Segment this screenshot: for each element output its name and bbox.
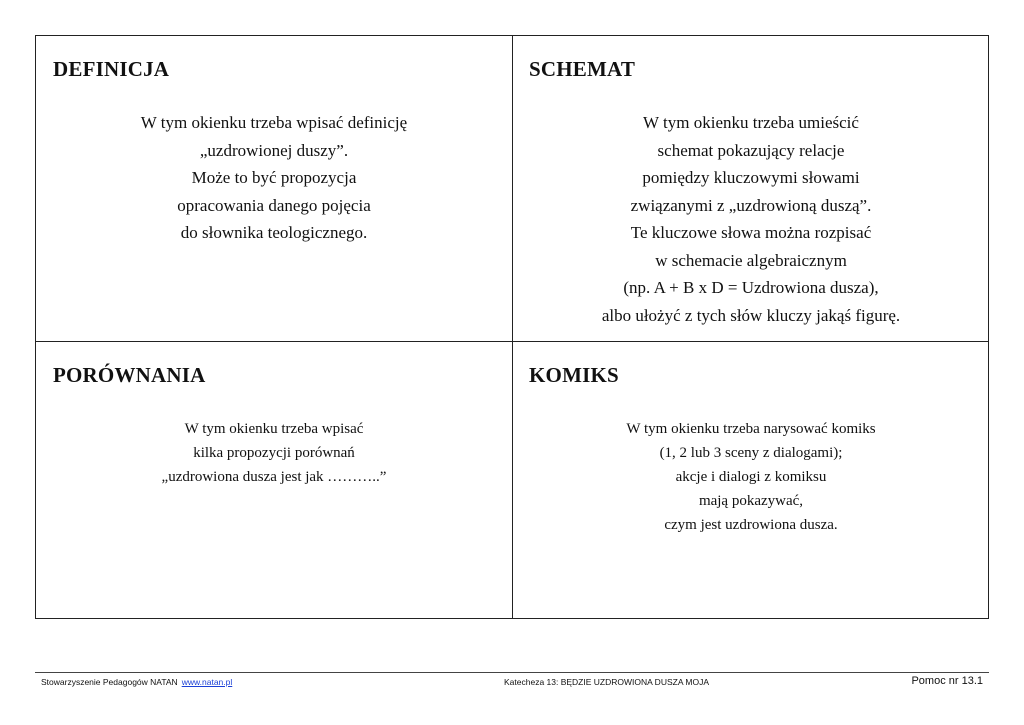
cell-title: PORÓWNANIA [53, 363, 206, 387]
instruction-line: opracowania danego pojęcia [177, 195, 371, 215]
instruction-line: W tym okienku trzeba narysować komiks [626, 421, 876, 437]
instruction-line: schemat pokazujący relacje [657, 140, 845, 160]
instruction-line: (np. A + B x D = Uzdrowiona dusza), [623, 278, 879, 297]
instruction-line: akcje i dialogi z komiksu [675, 469, 827, 485]
cell-title: KOMIKS [529, 363, 619, 387]
instruction-line: kilka propozycji porównań [193, 445, 355, 461]
cell-title: SCHEMAT [529, 57, 636, 81]
instruction-line: „uzdrowiona dusza jest jak ………..” [161, 469, 387, 485]
instruction-line: W tym okienku trzeba wpisać [184, 421, 364, 437]
page-footer [35, 675, 989, 693]
cell-definicja [36, 36, 512, 341]
instruction-line: pomiędzy kluczowymi słowami [642, 168, 860, 187]
worksheet-grid [35, 35, 989, 619]
organization-name: Stowarzyszenie Pedagogów NATAN [41, 677, 178, 687]
footer-divider [35, 672, 989, 673]
cell-instructions [512, 417, 990, 537]
cell-schemat [512, 36, 990, 341]
footer-lesson-title: Katecheza 13: BĘDZIE UZDROWIONA DUSZA MOJA [504, 677, 709, 687]
footer-organization [41, 677, 232, 687]
website-link[interactable]: www.natan.pl [181, 677, 233, 687]
instruction-line: (1, 2 lub 3 sceny z dialogami); [659, 445, 843, 461]
cell-title: DEFINICJA [53, 57, 170, 81]
footer-aid-number: Pomoc nr 13.1 [911, 675, 983, 687]
cell-komiks [512, 341, 990, 620]
instruction-line: „uzdrowionej duszy”. [199, 140, 349, 160]
instruction-line: W tym okienku trzeba umieścić [643, 113, 859, 132]
instruction-line: do słownika teologicznego. [180, 223, 368, 242]
cell-instructions [36, 109, 512, 247]
instruction-line: w schemacie algebraicznym [655, 250, 847, 270]
instruction-line: Może to być propozycja [191, 168, 357, 187]
instruction-line: czym jest uzdrowiona dusza. [664, 517, 838, 533]
cell-instructions [36, 417, 512, 489]
cell-porownania [36, 341, 512, 620]
instruction-line: Te kluczowe słowa można rozpisać [630, 223, 872, 242]
instruction-line: W tym okienku trzeba wpisać definicję [140, 113, 408, 132]
cell-instructions [512, 109, 990, 329]
instruction-line: mają pokazywać, [698, 493, 804, 509]
instruction-line: związanymi z „uzdrowioną duszą”. [630, 195, 872, 215]
instruction-line: albo ułożyć z tych słów kluczy jakąś figurę. [601, 305, 901, 325]
